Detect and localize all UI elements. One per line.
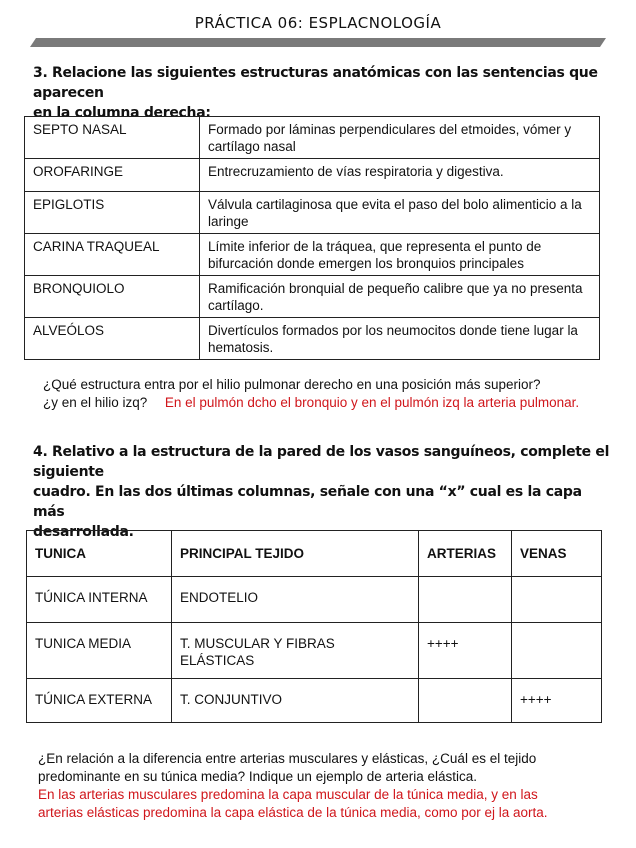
tunica-cell: TUNICA MEDIA [27,623,172,679]
page-title: PRÁCTICA 06: ESPLACNOLOGÍA [194,14,442,32]
table-row [25,234,600,276]
description-cell: Ramificación bronquial de pequeño calibre que ya no presenta cartílago. [200,276,600,318]
structures-table [24,116,600,360]
structure-cell: OROFARINGE [25,159,200,192]
table-row [27,623,602,679]
description-cell: Válvula cartilaginosa que evita el paso del bolo alimenticio a la laringe [200,192,600,234]
vessel-wall-table [26,530,602,723]
arterias-cell [419,679,512,723]
header-venas: VENAS [512,531,602,577]
structure-cell: ALVEÓLOS [25,318,200,360]
arterias-cell: ++++ [419,623,512,679]
venas-cell [512,623,602,679]
arteries-question [38,750,598,822]
structure-cell: BRONQUIOLO [25,276,200,318]
table-header-row [27,531,602,577]
question-4-prompt-line-2: cuadro. En las dos últimas columnas, señale con una “x” cual es la capa más [33,484,582,520]
tunica-cell: TÚNICA INTERNA [27,577,172,623]
question-3-prompt-line-2: en la columna derecha: [33,105,211,121]
header-principal-tejido: PRINCIPAL TEJIDO [172,531,419,577]
tejido-cell: ENDOTELIO [172,577,419,623]
description-cell: Divertículos formados por los neumocitos donde tiene lugar la hematosis. [200,318,600,360]
tejido-cell: T. CONJUNTIVO [172,679,419,723]
structure-cell: EPIGLOTIS [25,192,200,234]
structure-cell: CARINA TRAQUEAL [25,234,200,276]
question-4-prompt-line-1: 4. Relativo a la estructura de la pared de los vasos sanguíneos, complete el siguiente [33,444,610,480]
tunica-cell: TÚNICA EXTERNA [27,679,172,723]
venas-cell [512,577,602,623]
arteries-question-line-1: ¿En relación a la diferencia entre arterias musculares y elásticas, ¿Cuál es el tejido [38,751,537,766]
arteries-answer-line-1: En las arterias musculares predomina la capa muscular de la túnica media, y en las [38,787,538,802]
tejido-cell: T. MUSCULAR Y FIBRAS ELÁSTICAS [172,623,419,679]
header-tunica: TUNICA [27,531,172,577]
hilio-question [43,376,579,412]
description-cell: Límite inferior de la tráquea, que representa el punto de bifurcación donde emergen los bronquios principales [200,234,600,276]
table-row [25,159,600,192]
table-row [27,577,602,623]
table-row [25,192,600,234]
arterias-cell [419,577,512,623]
question-3-prompt [33,63,636,123]
structure-cell: SEPTO NASAL [25,117,200,159]
arteries-answer-line-2: arterias elásticas predomina la capa elástica de la túnica media, como por ej la aorta. [38,805,548,820]
hilio-question-line-2: ¿y en el hilio izq? En el pulmón dcho el bronquio y en el pulmón izq la arteria pulmonar. [43,395,580,410]
description-cell: Entrecruzamiento de vías respiratoria y digestiva. [200,159,600,192]
description-cell: Formado por láminas perpendiculares del etmoides, vómer y cartílago nasal [200,117,600,159]
table-row [25,318,600,360]
table-row [27,679,602,723]
hilio-answer: En el pulmón dcho el bronquio y en el pulmón izq la arteria pulmonar. [164,395,580,410]
question-3-prompt-line-1: 3. Relacione las siguientes estructuras anatómicas con las sentencias que aparecen [33,65,598,101]
venas-cell: ++++ [512,679,602,723]
arteries-question-line-2: predominante en su túnica media? Indique un ejemplo de arteria elástica. [38,769,478,784]
hilio-question-line-1: ¿Qué estructura entra por el hilio pulmonar derecho en una posición más superior? [43,377,541,392]
title-underline-bar [30,38,606,47]
header-arterias: ARTERIAS [419,531,512,577]
question-4-prompt [33,442,613,542]
question-4-prompt-line-3: desarrollada. [33,524,134,540]
table-row [25,276,600,318]
table-row [25,117,600,159]
